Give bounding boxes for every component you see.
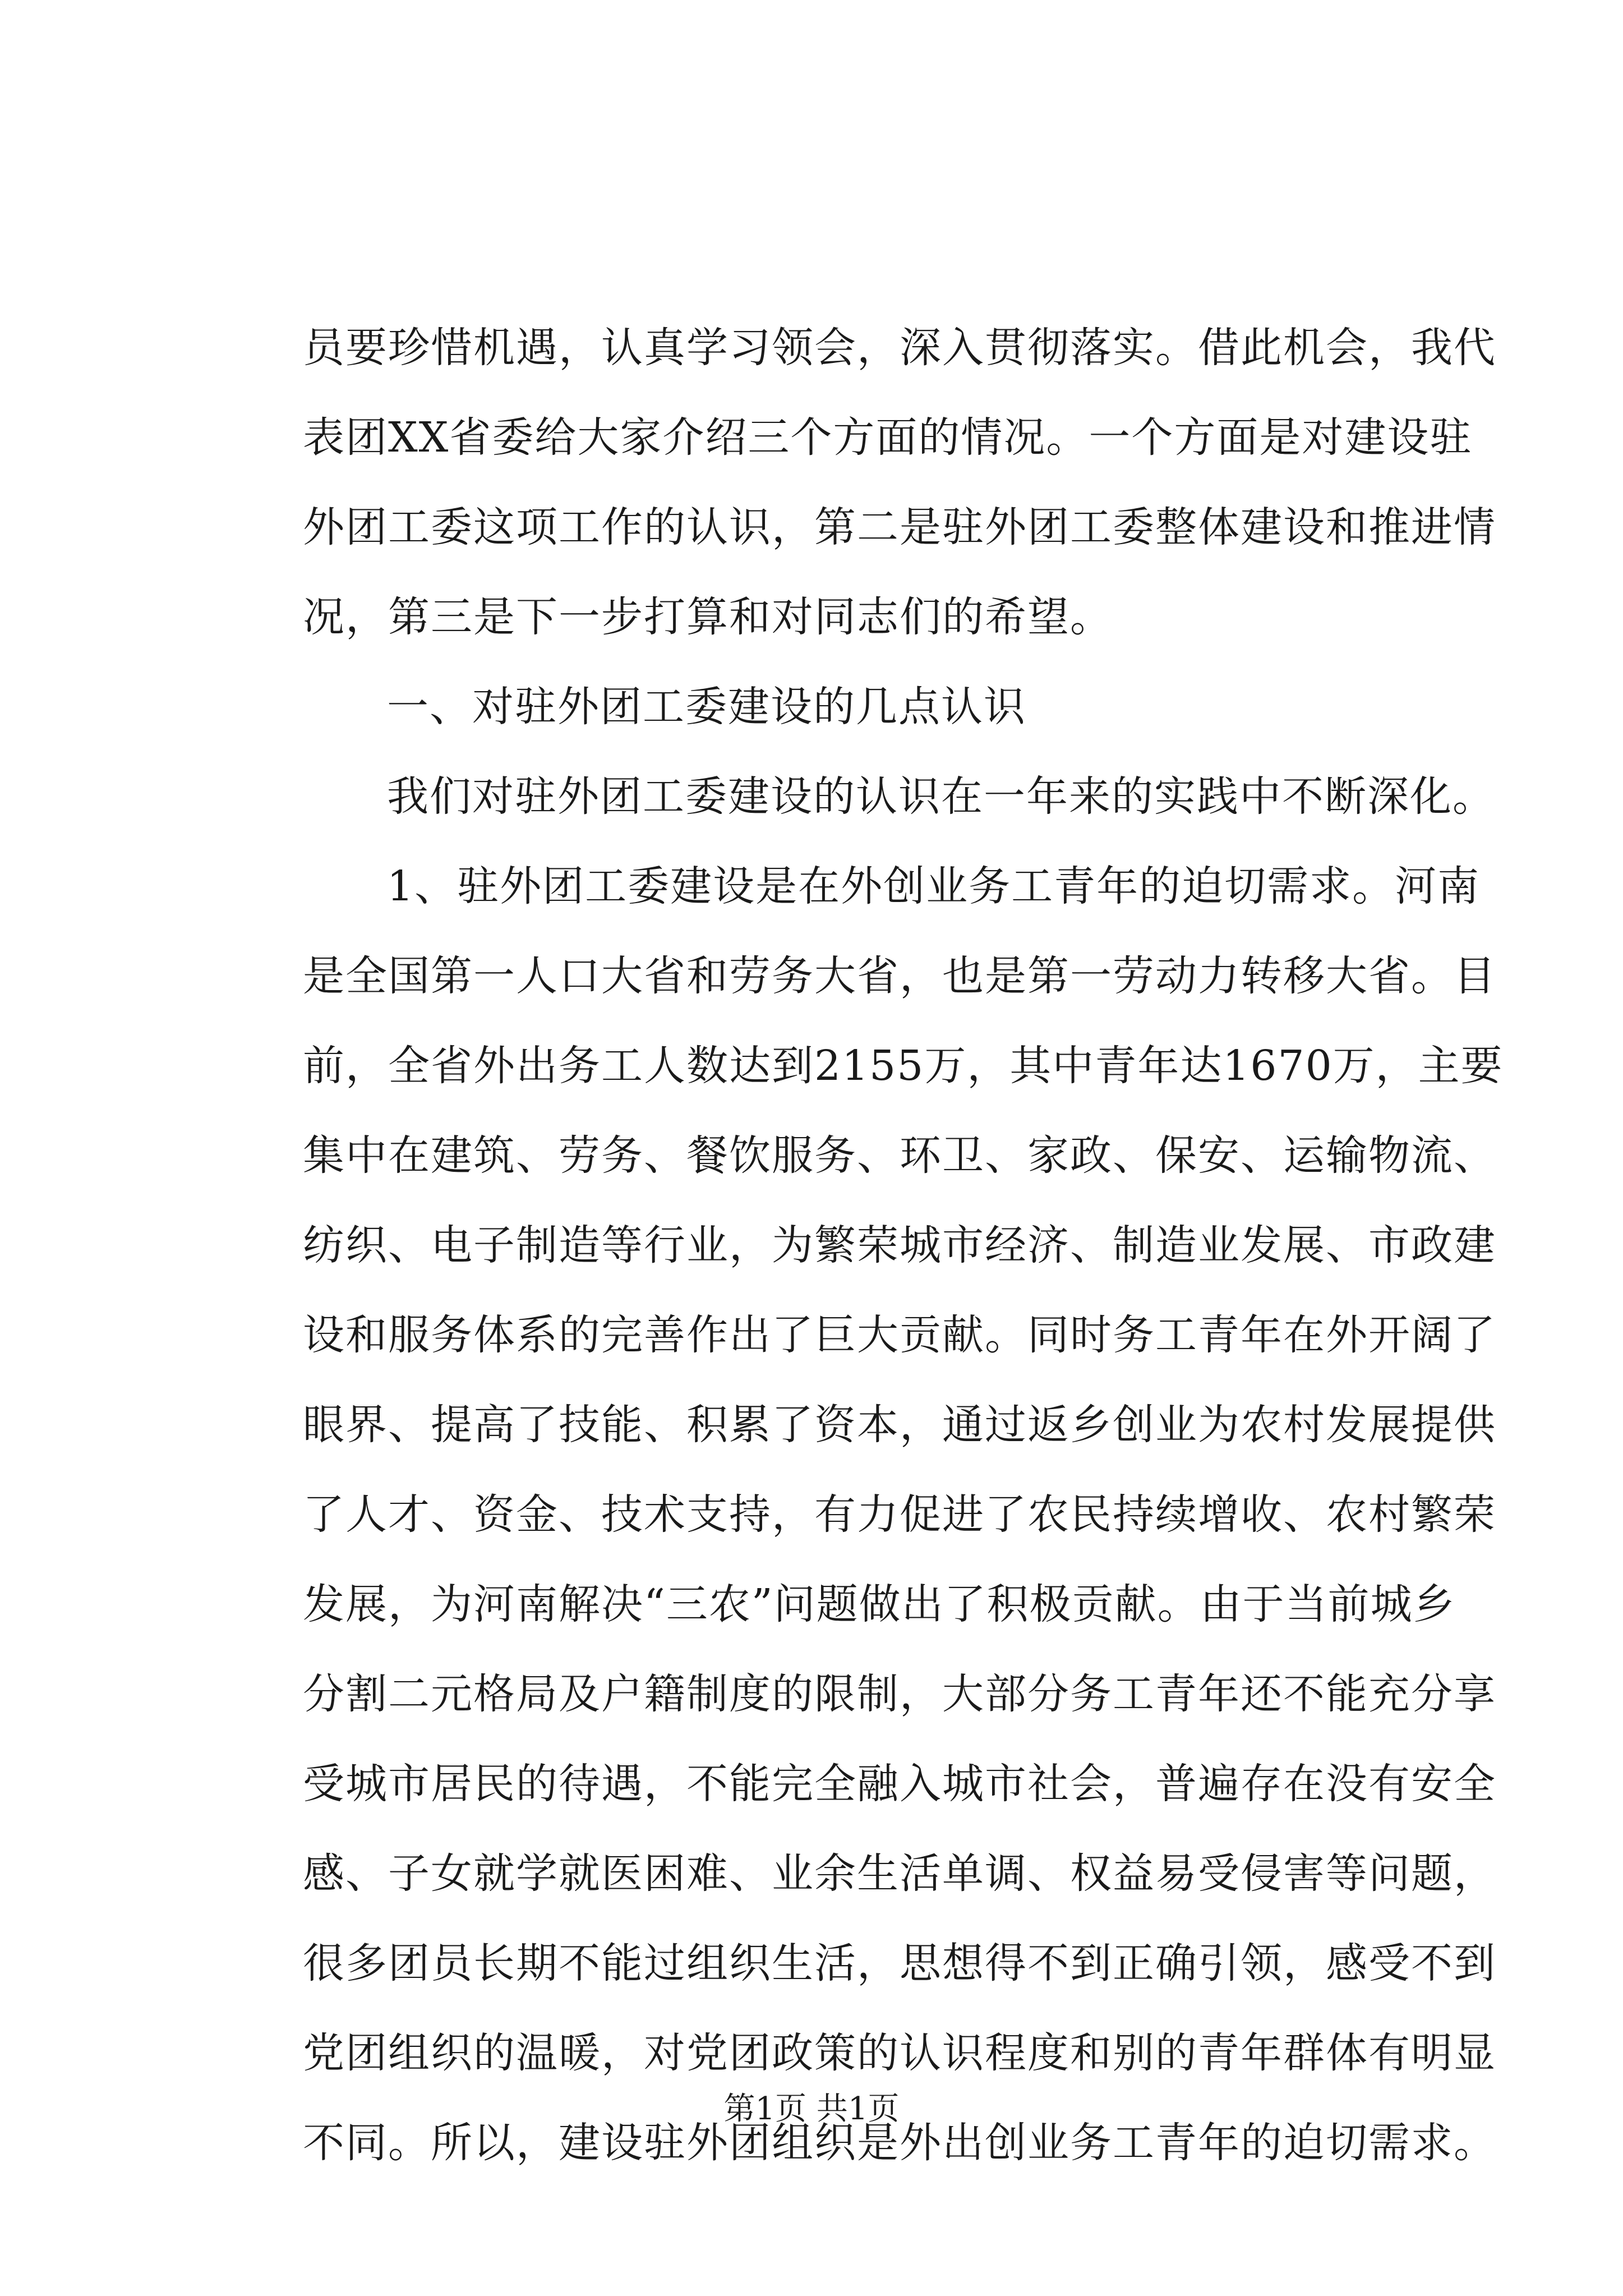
text-line: 表团XX省委给大家介绍三个方面的情况。一个方面是对建设驻 [303,413,1473,462]
text-line: 我们对驻外团工委建设的认识在一年来的实践中不断深化。 [387,772,1495,821]
page-footer [0,2087,1623,2132]
text-line: 党团组织的温暖，对党团政策的认识程度和别的青年群体有明显 [303,2029,1496,2077]
text-line: 设和服务体系的完善作出了巨大贡献。同时务工青年在外开阔了 [303,1311,1496,1359]
text-line: 感、子女就学就医困难、业余生活单调、权益易受侵害等问题， [303,1849,1496,1898]
text-line: 眼界、提高了技能、积累了资本，通过返乡创业为农村发展提供 [303,1401,1496,1449]
text-line: 很多团员长期不能过组织生活，思想得不到正确引领，感受不到 [303,1939,1496,1987]
text-line: 外团工委这项工作的认识，第二是驻外团工委整体建设和推进情 [303,503,1496,551]
text-line: 况，第三是下一步打算和对同志们的希望。 [303,593,1113,641]
section-heading: 一、对驻外团工委建设的几点认识 [387,683,1026,731]
text-line: 分割二元格局及户籍制度的限制，大部分务工青年还不能充分享 [303,1670,1496,1718]
text-line: 集中在建筑、劳务、餐饮服务、环卫、家政、保安、运输物流、 [303,1131,1496,1180]
text-line: 前，全省外出务工人数达到2155万，其中青年达1670万，主要 [303,1042,1504,1090]
text-line: 发展，为河南解决“三农”问题做出了积极贡献。由于当前城乡 [303,1580,1456,1628]
body-text [303,303,1504,2188]
page-number: 第1页 共1页 [723,2091,900,2127]
text-line: 受城市居民的待遇，不能完全融入城市社会，普遍存在没有安全 [303,1760,1496,1808]
text-line: 是全国第一人口大省和劳务大省，也是第一劳动力转移大省。目 [303,952,1496,1000]
text-line: 员要珍惜机遇，认真学习领会，深入贯彻落实。借此机会，我代 [303,324,1496,372]
text-line: 了人才、资金、技术支持，有力促进了农民持续增收、农村繁荣 [303,1490,1496,1539]
text-line: 1、驻外团工委建设是在外创业务工青年的迫切需求。河南 [387,862,1481,910]
text-line: 纺织、电子制造等行业，为繁荣城市经济、制造业发展、市政建 [303,1221,1496,1269]
text-line: 不同。所以，建设驻外团组织是外出创业务工青年的迫切需求。 [303,2119,1496,2167]
